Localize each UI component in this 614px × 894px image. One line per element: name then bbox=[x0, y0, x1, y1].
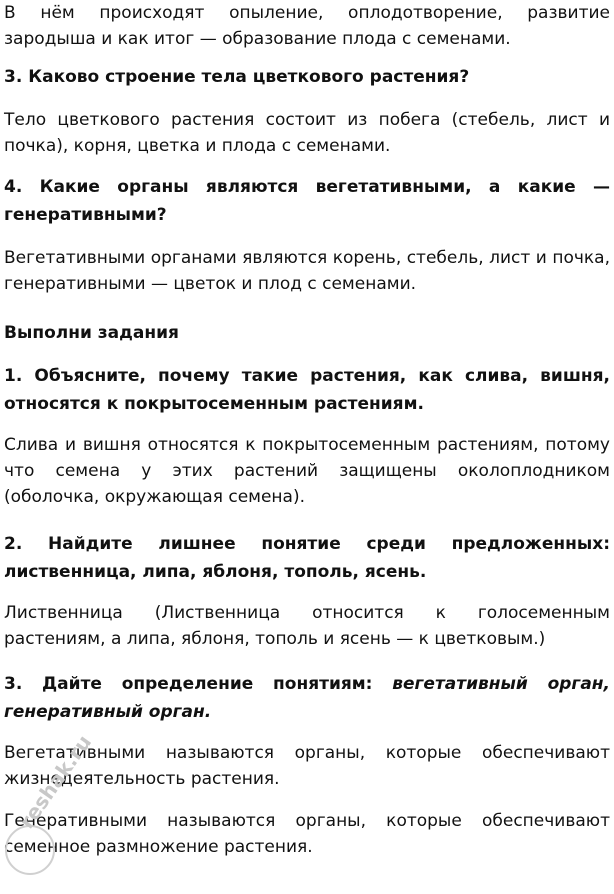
task-3-title-terms: вегетативный орган, генеративный орган. bbox=[4, 674, 610, 722]
task-1-title: 1. Объясните, почему такие растения, как слива, вишня, относятся к покрытосеменным растениям. bbox=[4, 366, 610, 414]
task-3-title-prefix: 3. Дайте определение понятиям: bbox=[4, 674, 393, 694]
question-3-title: 3. Каково строение тела цветкового растения? bbox=[4, 67, 470, 87]
question-3-answer: Тело цветкового растения состоит из побега (стебель, лист и почка), корня, цветка и плода с семенами. bbox=[4, 110, 610, 156]
task-3-answer-generative: Генеративными называются органы, которые обеспечивают семенное размножение растения. bbox=[4, 811, 610, 857]
task-3-title bbox=[4, 670, 610, 726]
intro-paragraph: В нём происходят опыление, оплодотворение, развитие зародыша и как итог — образование плода с семенами. bbox=[4, 3, 610, 49]
question-4-title: 4. Какие органы являются вегетативными, а какие — генеративными? bbox=[4, 177, 610, 225]
task-2-answer: Лиственница (Лиственница относится к голосеменным растениям, а липа, яблоня, тополь и ясень — к цветковым.) bbox=[4, 603, 610, 649]
watermark-text: reshak.ru bbox=[14, 730, 97, 833]
task-3-answer-vegetative: Вегетативными называются органы, которые обеспечивают жизнедеятельность растения. bbox=[4, 743, 610, 789]
task-1-answer: Слива и вишня относятся к покрытосеменным растениям, потому что семена у этих растений защищены околоплодником (оболочка, окружающая семена). bbox=[4, 435, 610, 507]
task-2-title: 2. Найдите лишнее понятие среди предложенных: лиственница, липа, яблоня, тополь, ясень. bbox=[4, 534, 610, 582]
tasks-heading: Выполни задания bbox=[4, 323, 179, 343]
question-4-answer: Вегетативными органами являются корень, стебель, лист и почка, генеративными — цветок и плод с семенами. bbox=[4, 248, 610, 294]
